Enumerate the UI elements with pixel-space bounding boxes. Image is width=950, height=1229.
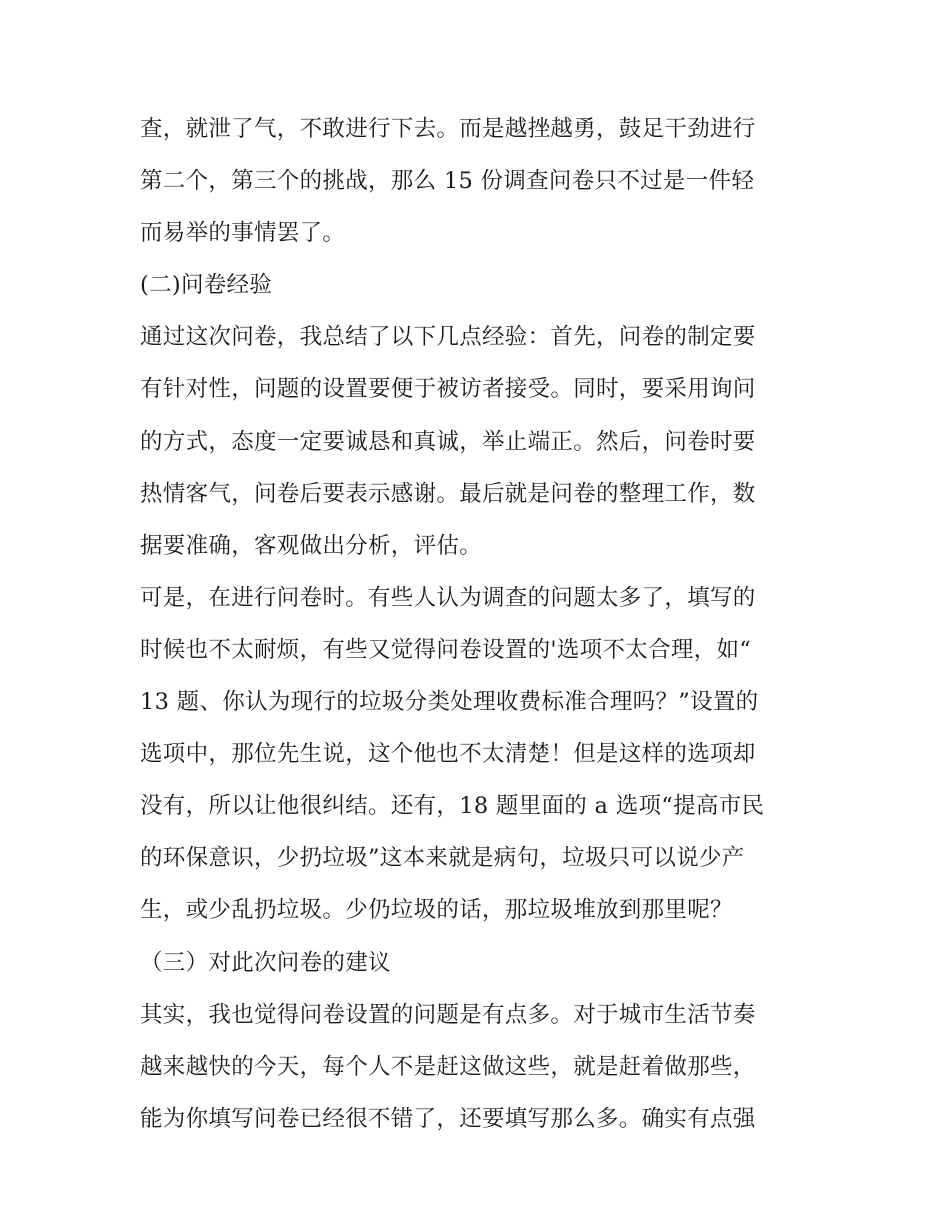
text-line: 生，或少乱扔垃圾。少仍垃圾的话，那垃圾堆放到那里呢？ [140,897,733,924]
text-line: 第二个，第三个的挑战，那么 15 份调查问卷只不过是一件轻 [140,168,755,195]
text-line: 通过这次问卷，我总结了以下几点经验：首先，问卷的制定要 [140,324,756,351]
text-line: 能为你填写问卷已经很不错了，还要填写那么多。确实有点强 [140,1105,756,1132]
text-line: 13 题、你认为现行的垃圾分类处理收费标准合理吗？”设置的 [140,689,759,716]
text-line: 热情客气，问卷后要表示感谢。最后就是问卷的整理工作，数 [140,480,756,507]
paragraph-1 [140,103,820,259]
section-heading-2: (二)问卷经验 [140,272,273,299]
text-line: 的方式，态度一定要诚恳和真诚，举止端正。然后，问卷时要 [140,428,756,455]
text-line: 其实，我也觉得问卷设置的问题是有点多。对于城市生活节奏 [140,1001,756,1028]
text-line: 的环保意识，少扔垃圾”这本来就是病句，垃圾只可以说少产 [140,845,745,872]
text-line: 查，就泄了气，不敢进行下去。而是越挫越勇，鼓足干劲进行 [140,116,756,142]
text-line: 时候也不太耐烦，有些又觉得问卷设置的'选项不太合理，如“ [140,636,752,663]
paragraph-2 [140,311,820,571]
section-heading-3: （三）对此次问卷的建议 [140,949,391,976]
document-body [140,103,820,1145]
text-line: 有针对性，问题的设置要便于被访者接受。同时，要采用询问 [140,376,756,403]
text-line: 越来越快的今天，每个人不是赶这做这些，就是赶着做那些， [140,1053,756,1080]
text-line: 可是，在进行问卷时。有些人认为调查的问题太多了，填写的 [140,584,756,611]
paragraph-3 [140,572,820,937]
text-line: 而易举的事情罢了。 [140,220,346,247]
text-line: 据要准确，客观做出分析，评估。 [140,532,483,559]
paragraph-4 [140,989,820,1145]
text-line: 没有，所以让他很纠结。还有，18 题里面的 a 选项“提高市民 [140,793,765,820]
text-line: 选项中，那位先生说，这个他也不太清楚！但是这样的选项却 [140,741,756,768]
